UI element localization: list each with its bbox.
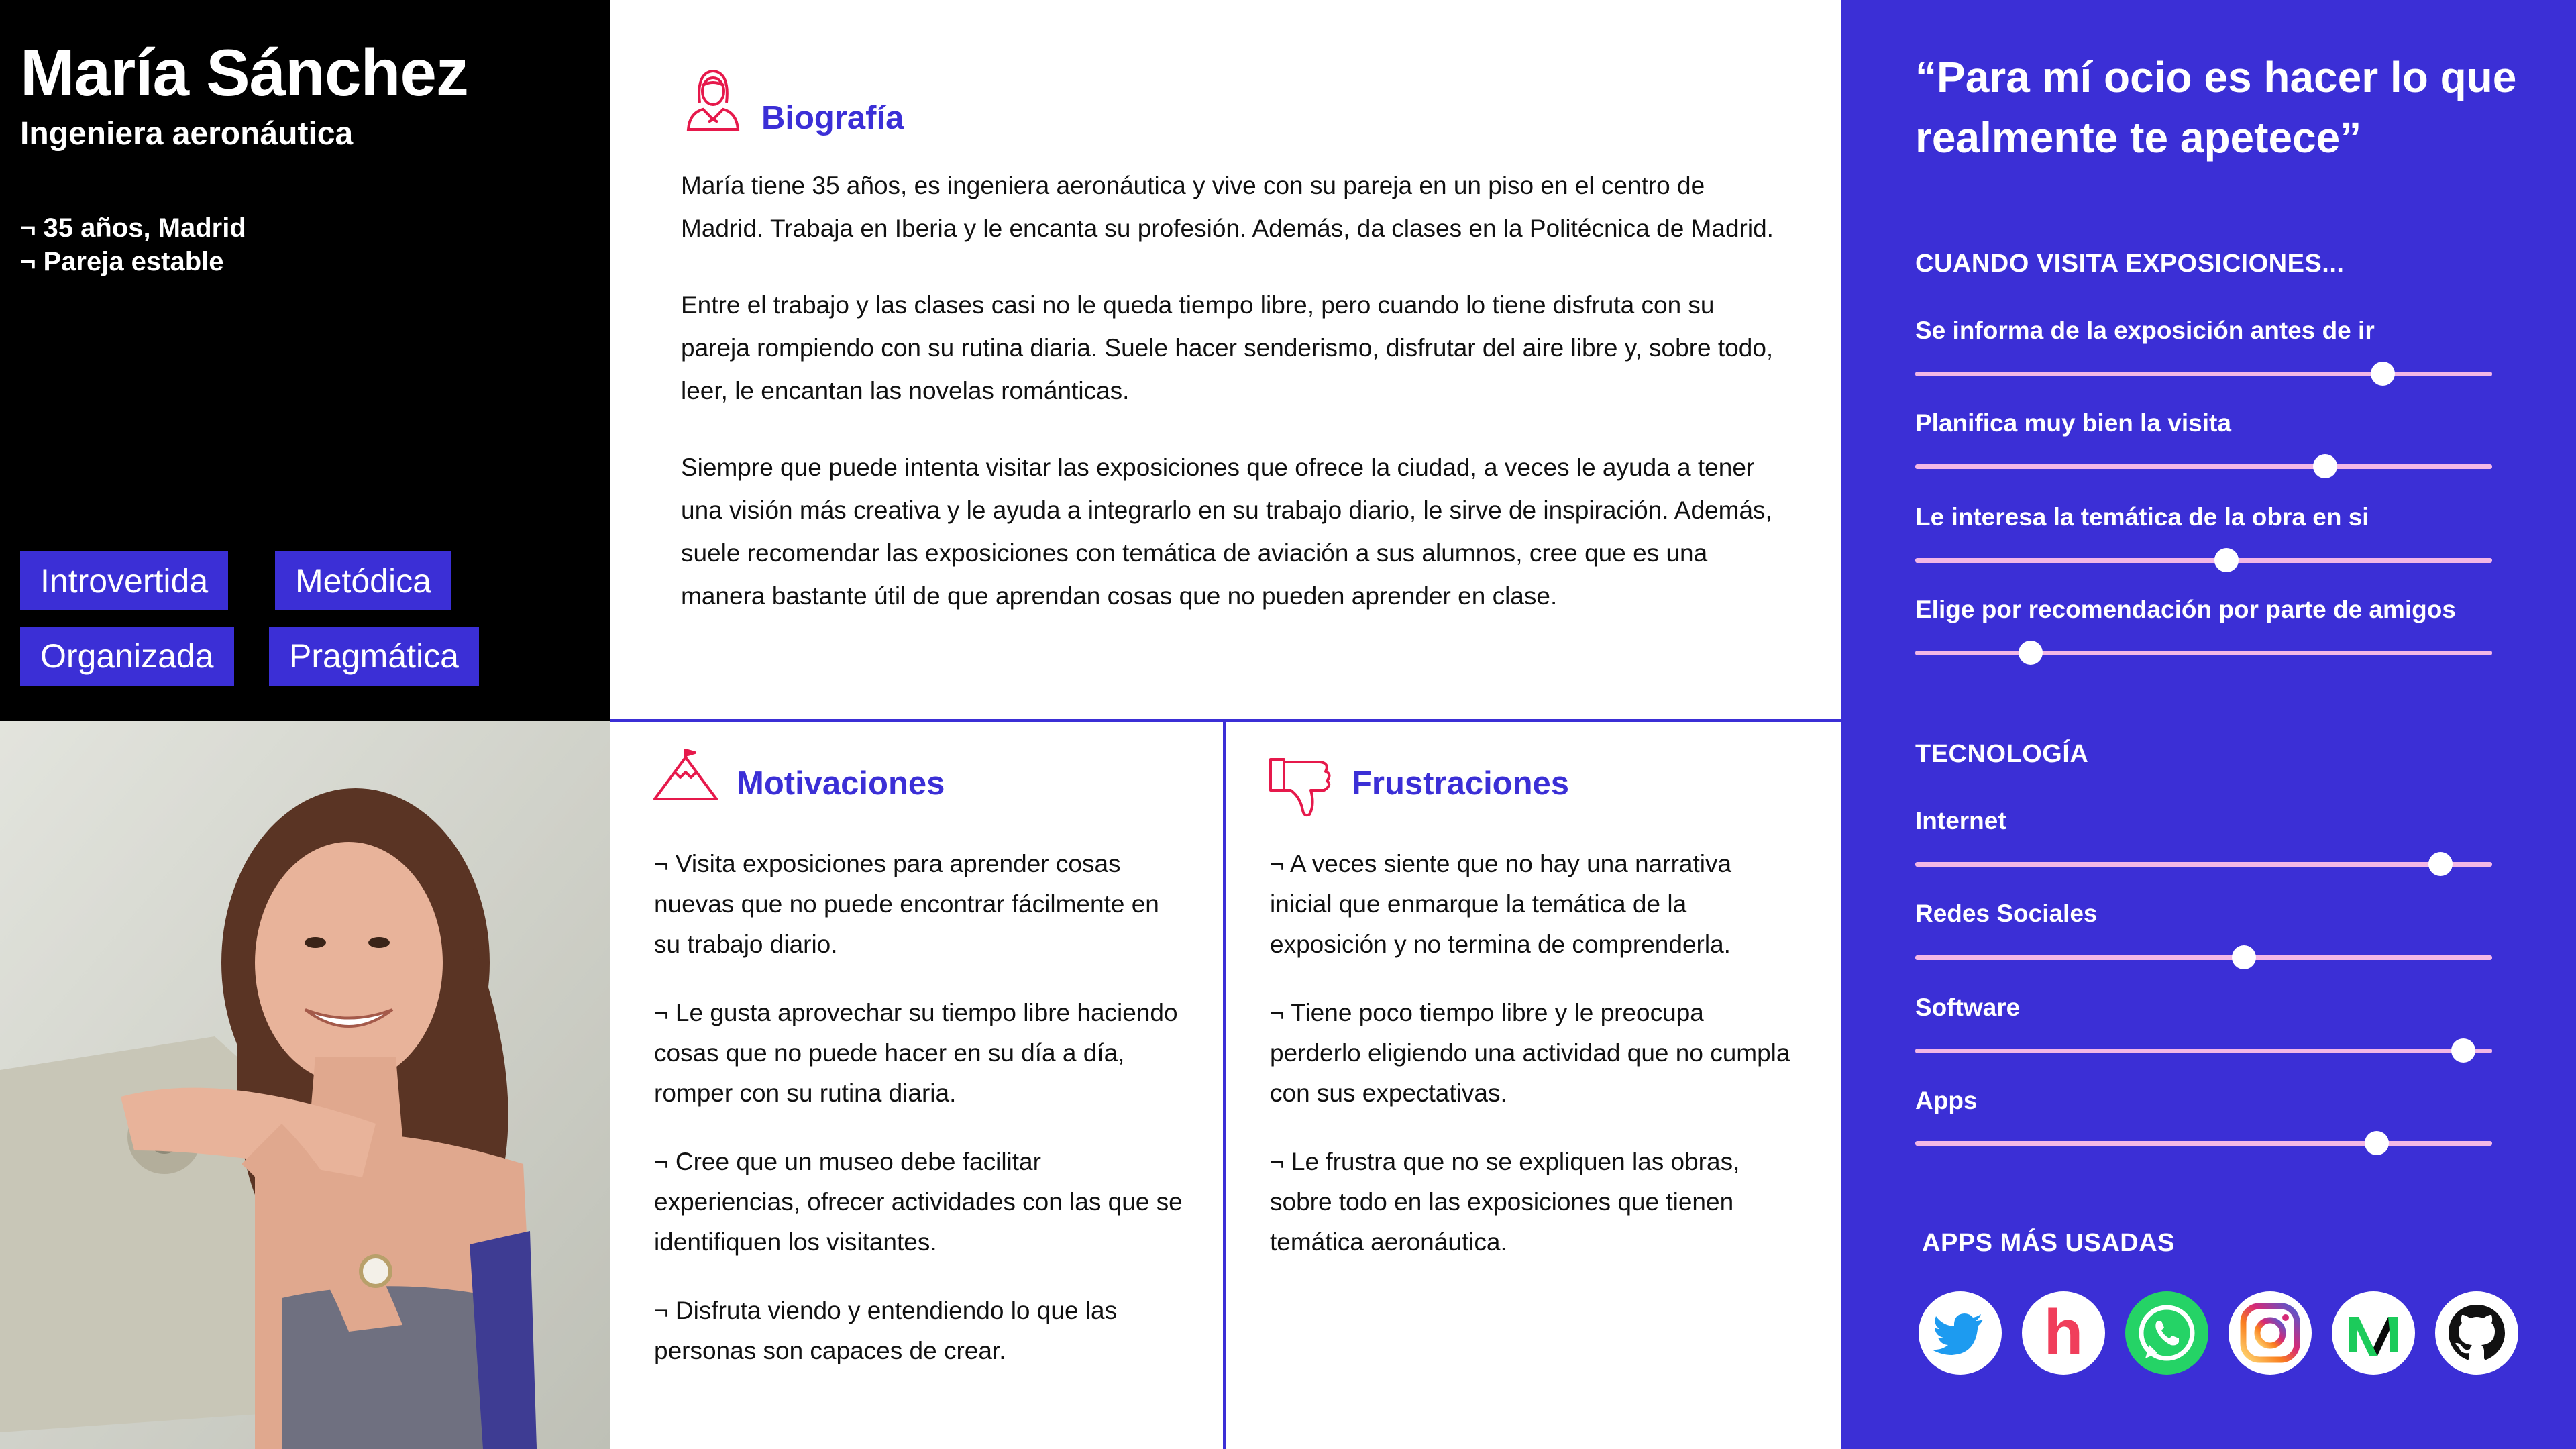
slider-track	[1915, 558, 2492, 563]
exhibitions-heading: CUANDO VISITA EXPOSICIONES...	[1915, 250, 2345, 278]
frustrations-list	[1270, 844, 1800, 1291]
persona-photo	[0, 721, 610, 1449]
vertical-divider	[1223, 721, 1226, 1449]
motivation-item: ¬ Visita exposiciones para aprender cosas nuevas que no puede encontrar fácilmente en su trabajo diario.	[654, 850, 1159, 958]
slider-track	[1915, 651, 2492, 655]
right-panel	[1841, 0, 2576, 1449]
slider-track	[1915, 1141, 2492, 1146]
slider-knob[interactable]	[2365, 1131, 2389, 1155]
motivation-item: ¬ Le gusta aprovechar su tiempo libre haciendo cosas que no puede hacer en su día a día, romper con su rutina diaria.	[654, 999, 1178, 1107]
tag-organizada: Organizada	[20, 627, 234, 686]
biography-paragraph: María tiene 35 años, es ingeniera aeronáutica y vive con su pareja en un piso en el centro de Madrid. Trabaja en Iberia y le encanta su profesión. Además, da clases en la Politécnica de Madrid.	[681, 172, 1774, 242]
frustration-item: ¬ Tiene poco tiempo libre y le preocupa perderlo eligiendo una actividad que no cumpla con sus expectativas.	[1270, 999, 1790, 1107]
motivation-item: ¬ Cree que un museo debe facilitar experiencias, ofrecer actividades con las que se identifiquen los visitantes.	[654, 1148, 1183, 1256]
frustration-item: ¬ A veces siente que no hay una narrativa inicial que enmarque la temática de la exposición y no termina de comprenderla.	[1270, 850, 1732, 958]
slider-knob[interactable]	[2428, 852, 2453, 876]
slider-knob[interactable]	[2232, 945, 2256, 969]
slider-knob[interactable]	[2214, 548, 2239, 572]
apps-heading: APPS MÁS USADAS	[1922, 1229, 2175, 1257]
slider-knob[interactable]	[2371, 362, 2395, 386]
svg-text:h: h	[2043, 1297, 2084, 1368]
tag-metodica: Metódica	[275, 551, 451, 610]
slider-knob[interactable]	[2313, 454, 2337, 478]
frustration-item: ¬ Le frustra que no se expliquen las obras, sobre todo en las exposiciones que tienen temática aeronáutica.	[1270, 1148, 1740, 1256]
persona-job: Ingeniera aeronáutica	[20, 116, 354, 152]
github-icon	[2435, 1291, 2518, 1375]
slider-label: Software	[1915, 994, 2021, 1021]
slider-track	[1915, 1049, 2492, 1053]
frustrations-title: Frustraciones	[1352, 765, 1570, 802]
fact-age-city: ¬ 35 años, Madrid	[20, 213, 246, 243]
mountain-flag-icon	[652, 748, 719, 802]
slider-label: Planifica muy bien la visita	[1915, 409, 2231, 437]
biography-paragraph: Siempre que puede intenta visitar las exposiciones que ofrece la ciudad, a veces le ayuda a tener una visión más creativa y le ayuda a integrarlo en su trabajo diario, le sirve de inspiración. Además, suele recomendar las exposiciones con temática de aviación a sus alumnos, cree que es una manera bastante útil de que aprendan cosas que no pueden aprender en clase.	[681, 453, 1772, 610]
twitter-icon	[1919, 1291, 2002, 1375]
slider-label: Le interesa la temática de la obra en si	[1915, 503, 2369, 531]
thumbs-down-icon	[1268, 757, 1335, 818]
persona-quote: “Para mí ocio es hacer lo que realmente te apetece”	[1915, 53, 2517, 162]
woman-avatar-icon	[683, 66, 743, 133]
slider-label: Apps	[1915, 1087, 1978, 1114]
slider-label: Elige por recomendación por parte de amigos	[1915, 596, 2456, 623]
slider-track	[1915, 862, 2492, 867]
slider-knob[interactable]	[2451, 1038, 2475, 1063]
slider-track	[1915, 464, 2492, 469]
tag-pragmatica: Pragmática	[269, 627, 479, 686]
tag-introvertida: Introvertida	[20, 551, 228, 610]
slider-label: Redes Sociales	[1915, 900, 2098, 927]
persona-header	[0, 0, 610, 721]
slider-label: Se informa de la exposición antes de ir	[1915, 317, 2375, 344]
motivations-list	[654, 844, 1184, 1399]
persona-facts	[20, 211, 246, 278]
slider-knob[interactable]	[2019, 641, 2043, 665]
motivation-item: ¬ Disfruta viendo y entendiendo lo que las personas son capaces de crear.	[654, 1297, 1118, 1364]
slider-track	[1915, 955, 2492, 960]
motivations-title: Motivaciones	[737, 765, 945, 802]
technology-heading: TECNOLOGÍA	[1915, 740, 2089, 768]
slider-track	[1915, 372, 2492, 376]
slider-label: Internet	[1915, 807, 2006, 835]
fact-relationship: ¬ Pareja estable	[20, 247, 224, 276]
biography-text	[681, 164, 1781, 651]
whatsapp-icon	[2125, 1291, 2208, 1375]
medium-icon	[2332, 1291, 2415, 1375]
persona-name: María Sánchez	[20, 36, 468, 109]
biography-title: Biografía	[761, 100, 904, 136]
houzz-icon	[2022, 1291, 2105, 1375]
instagram-icon	[2229, 1291, 2312, 1375]
biography-paragraph: Entre el trabajo y las clases casi no le queda tiempo libre, pero cuando lo tiene disfruta con su pareja rompiendo con su rutina diaria. Suele hacer senderismo, disfrutar del aire libre y, sobre todo, leer, le encantan las novelas románticas.	[681, 291, 1774, 405]
